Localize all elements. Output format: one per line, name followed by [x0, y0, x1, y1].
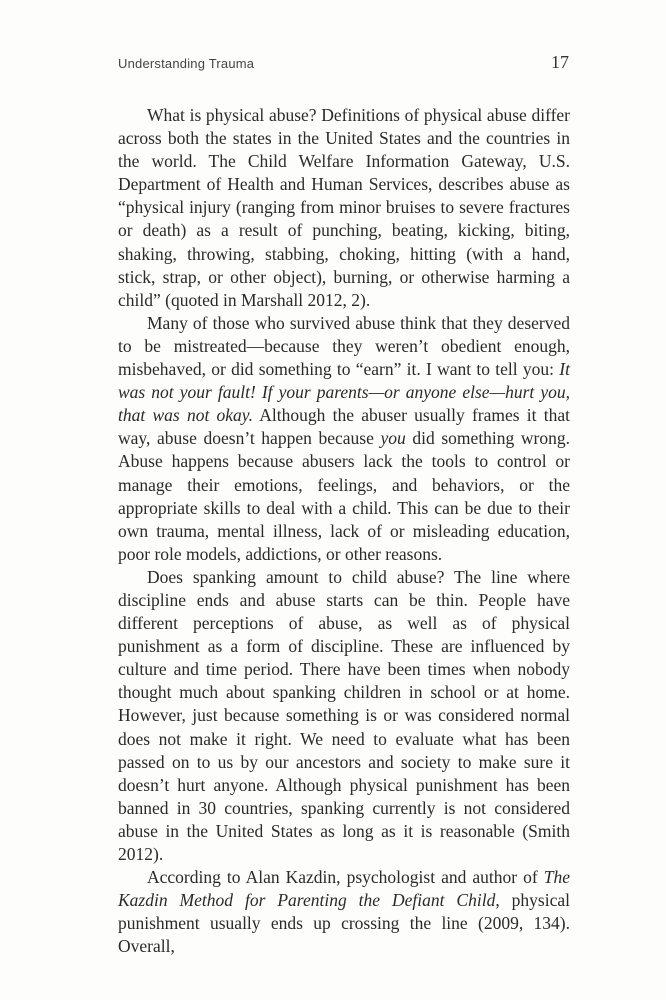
italic-run: you [380, 428, 406, 449]
paragraph [118, 104, 570, 312]
italic-run: The Kazdin Method for Parenting the Defiant Child [118, 867, 570, 911]
italic-run: It was not your fault! If your parents—or anyone else—hurt you, that was not okay. [118, 359, 570, 426]
text-run: Although the abuser usually frames it that way, abuse doesn’t happen because [118, 405, 571, 449]
text-run: What is physical abuse? Definitions of physical abuse differ across both the states in the United States and the countries in the world. The Child Welfare Information Gateway, U.S. Department of Health and Human Services, describes abuse as “physical injury (ranging from minor bruises to severe fractures or death) as a result of punching, beating, kicking, biting, shaking, throwing, stabbing, choking, hitting (with a hand, stick, strap, or other object), burning, or otherwise harming a child” (quoted in Marshall 2012, 2). [118, 105, 570, 310]
text-run: did something wrong. Abuse happens because abusers lack the tools to control or manage their emotions, feelings, and behaviors, or the appropriate skills to deal with a child. This can be due to their own trauma, mental illness, lack of or misleading education, poor role models, addictions, or other reasons. [118, 428, 571, 564]
text-run: Many of those who survived abuse think that they deserved to be mistreated—because they weren’t obedient enough, misbehaved, or did something to “earn” it. I want to tell you: [118, 312, 570, 380]
paragraph [118, 866, 570, 958]
page-number: 17 [551, 52, 569, 72]
text-run: According to Alan Kazdin, psychologist and author of [147, 867, 544, 888]
text-run: , physical punishment usually ends up crossing the line (2009, 134). Overall, [118, 890, 570, 957]
running-head: Understanding Trauma [118, 56, 255, 71]
paragraph [118, 566, 570, 866]
paragraph [118, 312, 570, 566]
body-text [118, 104, 570, 958]
text-run: Does spanking amount to child abuse? The line where discipline ends and abuse starts can be thin. People have different perceptions of abuse, as well as of physical punishment as a form of discipline. These are influenced by culture and time period. There have been times when nobody thought much about spanking children in school or at home. However, just because something is or was considered normal does not make it right. We need to evaluate what has been passed on to us by our ancestors and society to make sure it doesn’t hurt anyone. Although physical punishment has been banned in 30 countries, spanking currently is not considered abuse in the United States as long as it is reasonable (Smith 2012). [118, 566, 570, 864]
